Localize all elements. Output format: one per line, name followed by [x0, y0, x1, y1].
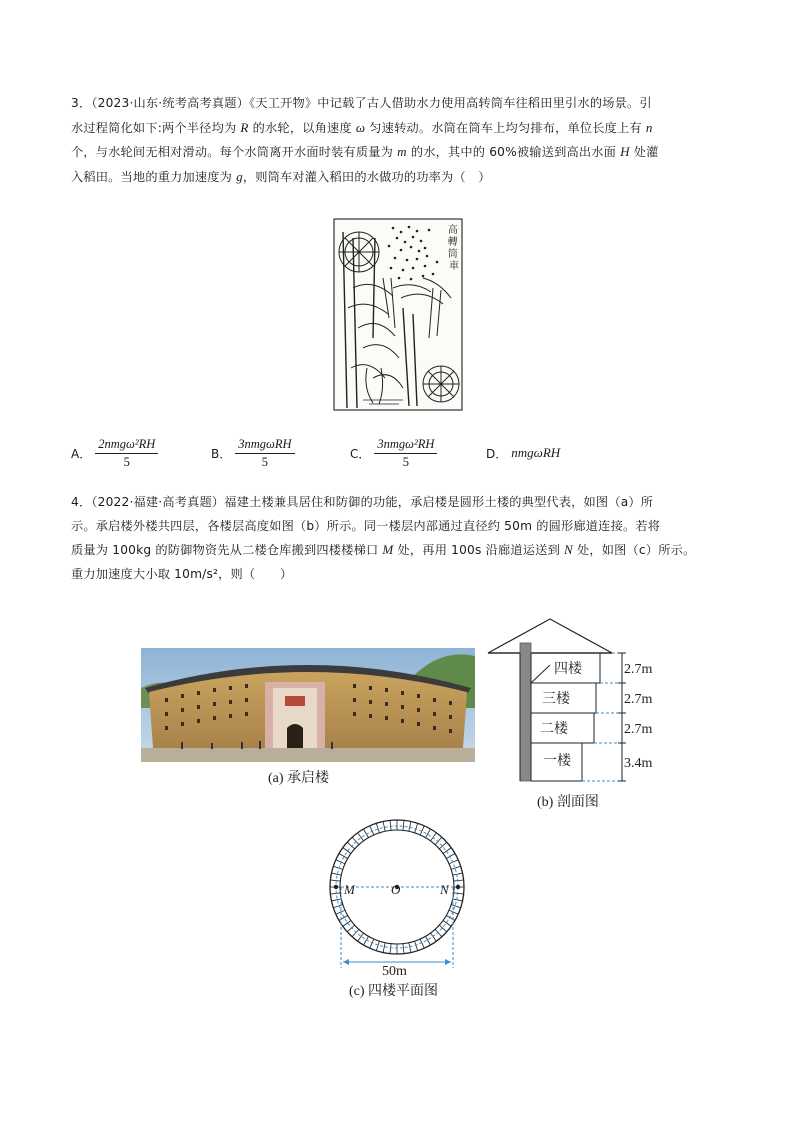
- figure-c-caption: (c) 四楼平面图: [349, 984, 439, 999]
- floor-label-2: 二楼: [540, 721, 568, 737]
- wall-tick: [439, 925, 446, 932]
- wall-tick: [352, 929, 359, 936]
- diameter-label: 50m: [382, 964, 407, 978]
- height-floor-3: 2.7m: [624, 692, 653, 707]
- option-b[interactable]: [211, 433, 295, 473]
- wall-tick: [370, 939, 374, 948]
- wall-tick: [330, 880, 340, 881]
- wall-tick: [451, 866, 461, 869]
- wall-tick: [435, 837, 442, 844]
- q3-text: 匀速转动。水筒在筒车上均匀排布，单位长度上有: [365, 120, 646, 135]
- wall-tick: [431, 833, 437, 841]
- q4-text: 处，再用 100s 沿廊道运送到: [393, 543, 565, 557]
- title-char-3: 筒: [447, 249, 458, 260]
- var-R: R: [240, 119, 249, 135]
- q3-line-4: [71, 165, 726, 190]
- wall-tick: [352, 837, 359, 844]
- option-c[interactable]: [350, 433, 437, 473]
- option-b-numerator: 3nmgωRH: [235, 437, 294, 454]
- floor-plan-diagram: [322, 818, 472, 978]
- figure-b-caption: (b) 剖面图: [537, 795, 599, 810]
- wall-tick: [449, 910, 458, 914]
- wall-tick: [415, 823, 418, 833]
- wall-tick: [409, 821, 411, 831]
- wall-tick: [454, 880, 464, 881]
- q3-text: 入稻田。当地的重力加速度为: [71, 169, 237, 184]
- floor-label-1: 一楼: [543, 753, 571, 769]
- option-c-numerator: 3nmgω²RH: [374, 437, 437, 454]
- title-char-2: 轉: [447, 237, 458, 248]
- cross-section-diagram: [486, 617, 662, 785]
- option-c-denominator: 5: [402, 454, 410, 469]
- option-d[interactable]: [486, 433, 560, 473]
- q4-text: 处，如图（c）所示。: [572, 543, 696, 557]
- q3-text: 的水，其中的 60%被输送到高出水面: [406, 145, 621, 159]
- option-b-label: B．: [211, 446, 232, 461]
- option-c-label: C．: [350, 446, 371, 461]
- var-M: M: [382, 542, 394, 557]
- q3-text: 水过程简化如下:两个半径均为: [71, 120, 241, 135]
- option-a-fraction: [95, 437, 158, 470]
- wall-tick: [403, 944, 404, 954]
- q4-text: 质量为 100kg 的防御物资先从二楼仓库搬到四楼楼梯口: [71, 543, 383, 557]
- wall-tick: [449, 860, 458, 864]
- wall-tick: [376, 823, 379, 833]
- wall-tick: [331, 873, 341, 875]
- wall-tick: [453, 873, 463, 875]
- var-H: H: [620, 144, 630, 159]
- q3-text: 处灌: [629, 145, 659, 159]
- point-O-label: O: [391, 882, 401, 897]
- option-a-numerator: 2nmgω²RH: [95, 437, 158, 454]
- wall-tick: [435, 929, 442, 936]
- height-floor-1: 3.4m: [624, 756, 653, 771]
- q4-line-4: 重力加速度大小取 10m/s²，则（ ）: [71, 566, 293, 581]
- wall-tick: [439, 842, 446, 849]
- q4-line-2: 示。承启楼外楼共四层，各楼层高度如图（b）所示。同一楼层内部通过直径约 50m 的圆形廊道连接。若将: [71, 518, 661, 533]
- var-m: m: [397, 144, 407, 159]
- wall-tick: [333, 866, 343, 869]
- point-M-label: M: [344, 882, 355, 897]
- point-N-label: N: [440, 882, 449, 897]
- wall-tick: [383, 821, 385, 831]
- figure-a-caption: (a) 承启楼: [268, 771, 330, 786]
- var-g: g: [236, 168, 243, 184]
- q3-text: 个，与水轮间无相对滑动。每个水筒离开水面时装有质量为: [71, 145, 398, 159]
- wall-tick: [347, 842, 354, 849]
- wall-tick: [415, 941, 418, 951]
- option-a-label: A．: [71, 446, 92, 461]
- floor-label-4: 四楼: [554, 661, 582, 677]
- q4-line-3: [71, 538, 726, 563]
- wall-tick: [453, 899, 463, 901]
- option-a[interactable]: [71, 433, 158, 473]
- figure-vertical-title: [448, 223, 461, 272]
- water-wheel-illustration: [333, 218, 463, 411]
- q3-line-3: [71, 140, 726, 165]
- option-a-denominator: 5: [123, 454, 130, 469]
- height-floor-2: 2.7m: [624, 722, 653, 737]
- wall-tick: [403, 820, 404, 830]
- wall-tick: [390, 944, 391, 954]
- option-d-label: D．: [486, 446, 508, 461]
- option-b-fraction: [235, 437, 294, 470]
- wall-tick: [390, 820, 391, 830]
- var-n: n: [645, 119, 653, 135]
- wall-tick: [409, 943, 411, 953]
- q3-text: ，则筒车对灌入稻田的水做功的功率为（ ）: [242, 169, 491, 184]
- q4-stem: [71, 491, 726, 586]
- height-floor-4: 2.7m: [624, 662, 653, 677]
- q3-text: 的水轮，以角速度: [248, 120, 356, 135]
- wall-tick: [347, 925, 354, 932]
- q3-line-1: 3．（2023·山东·统考高考真题）《天工开物》中记载了古人借助水力使用高转筒车往稻田里引水的场景。引: [71, 96, 652, 110]
- wall-tick: [454, 893, 464, 894]
- option-c-fraction: [374, 437, 437, 470]
- title-char-4: 車: [449, 261, 459, 272]
- var-omega: ω: [355, 119, 366, 135]
- chengqi-building-photo: [141, 648, 475, 762]
- floor-label-3: 三楼: [542, 691, 570, 707]
- title-char-1: 高: [447, 225, 458, 236]
- var-N: N: [564, 542, 573, 557]
- option-b-denominator: 5: [261, 454, 268, 469]
- wall-tick: [431, 933, 437, 941]
- q3-stem: [71, 92, 726, 189]
- option-d-expression: nmgωRH: [511, 445, 561, 460]
- q4-line-1: 4．（2022·福建·高考真题）福建土楼兼具居住和防御的功能，承启楼是圆形土楼的典型代表，如图（a）所: [71, 495, 654, 509]
- q3-line-2: [71, 116, 726, 141]
- wall-tick: [343, 921, 351, 927]
- wall-tick: [383, 943, 385, 953]
- wall-tick: [330, 893, 340, 894]
- wall-tick: [376, 941, 379, 951]
- wall-tick: [331, 899, 341, 901]
